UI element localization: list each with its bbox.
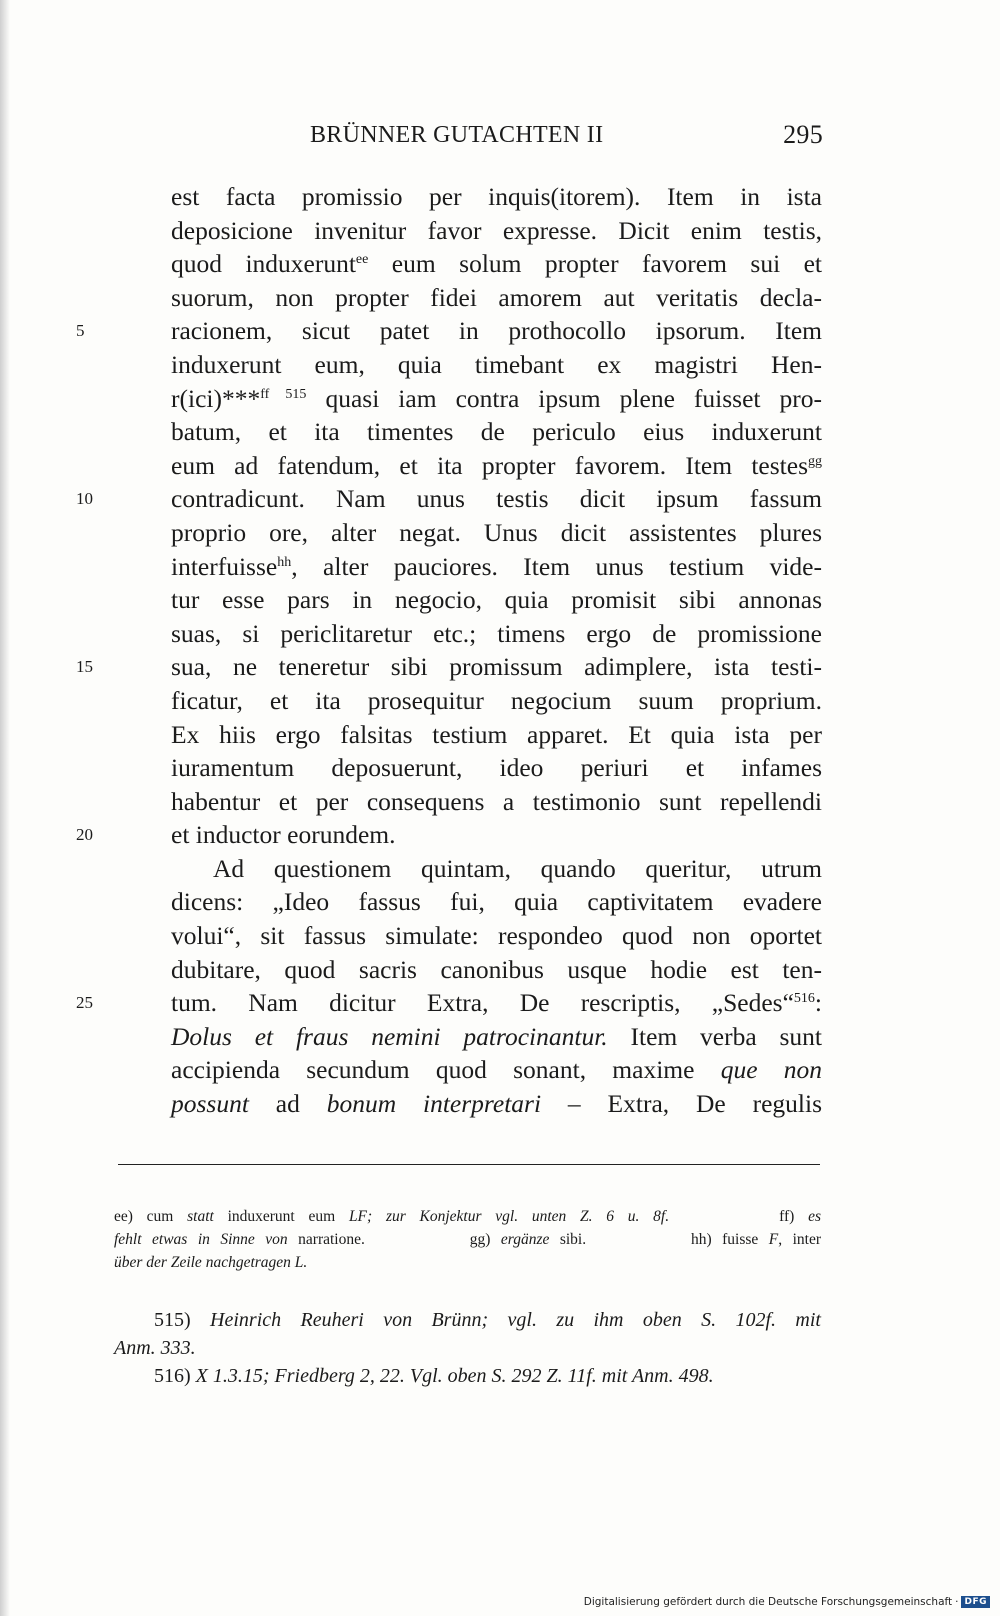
text-line	[76, 650, 822, 684]
text-run: ficatur, et ita prosequitur negocium suum proprium.	[171, 685, 822, 715]
footnote-marker: ee	[355, 252, 369, 268]
apparatus-line	[114, 1205, 821, 1228]
footnotes	[114, 1306, 821, 1390]
text-run: 515)	[154, 1309, 211, 1331]
text-run: eum solum propter favorem sui et	[368, 249, 822, 279]
text-run: LF; zur Konjektur vgl. unten Z. 6 u. 8f.	[348, 1208, 670, 1225]
text-run: dubitare, quod sacris canonibus usque hodie est ten-	[171, 954, 822, 984]
text-run: possunt	[171, 1089, 249, 1119]
line-number: 5	[76, 321, 85, 341]
text-run: 516)	[154, 1365, 196, 1387]
text-run: quasi iam contra ipsum plene fuisset pro-	[306, 383, 822, 413]
critical-apparatus	[114, 1205, 821, 1274]
text-run: , alter pauciores. Item unus testium vide-	[291, 551, 822, 581]
text-line	[171, 953, 822, 987]
text-run: quod induxerunt	[171, 249, 356, 279]
text-run: es	[808, 1208, 821, 1225]
text-line	[171, 449, 822, 483]
text-run: accipienda secundum quod sonant, maxime	[171, 1055, 721, 1085]
text-run: Ex hiis ergo falsitas testium apparet. Et quia ista per	[171, 719, 822, 749]
footnote-line	[114, 1306, 821, 1334]
text-run: ff)	[669, 1208, 809, 1225]
line-number: 10	[76, 489, 93, 509]
text-run: tur esse pars in negocio, quia promisit sibi annonas	[171, 585, 822, 615]
footnote-marker: 516	[793, 991, 815, 1007]
text-run: contradicunt. Nam unus testis dicit ipsum fassum	[171, 484, 822, 514]
footnote-marker: hh	[277, 554, 292, 570]
text-line	[76, 482, 822, 516]
text-line	[171, 885, 822, 919]
text-run: Heinrich Reuheri von Brünn; vgl. zu ihm oben S. 102f. mit	[210, 1309, 821, 1331]
main-text	[76, 180, 822, 1121]
text-line	[171, 415, 822, 449]
footnote-line	[114, 1362, 821, 1390]
text-run: induxerunt eum, quia timebant ex magistri Hen-	[171, 349, 822, 379]
text-run: statt	[187, 1208, 214, 1225]
text-line	[171, 382, 822, 416]
text-line	[171, 919, 822, 953]
apparatus-line	[114, 1251, 821, 1274]
text-line	[171, 550, 822, 584]
text-run: Anm. 333.	[114, 1337, 196, 1359]
text-run: batum, et ita timentes de periculo eius induxerunt	[171, 417, 822, 447]
footnote-marker: ff 515	[260, 386, 307, 402]
text-run: Ad questionem quintam, quando queritur, utrum	[213, 853, 822, 883]
text-line	[171, 583, 822, 617]
text-run: , inter	[778, 1231, 821, 1248]
page-number: 295	[783, 120, 823, 149]
text-run: interfuisse	[171, 551, 278, 581]
text-line	[171, 214, 822, 248]
text-line	[171, 1053, 822, 1087]
text-line	[171, 180, 822, 214]
running-head	[168, 118, 823, 152]
text-run: eum ad fatendum, et ita propter favorem. Item testes	[171, 450, 808, 480]
text-run: et inductor eorundem.	[171, 820, 396, 850]
text-line	[171, 617, 822, 651]
footnote-line	[114, 1334, 821, 1362]
text-run: suas, si periclitaretur etc.; timens ergo de promissione	[171, 618, 822, 648]
scan-edge	[0, 0, 10, 1616]
text-run: que non	[720, 1055, 822, 1085]
text-run: sibi. hh) fuisse	[549, 1231, 769, 1248]
text-line	[171, 785, 822, 819]
text-line	[171, 348, 822, 382]
text-run: ee) cum	[114, 1208, 188, 1225]
credit-text: Digitalisierung gefördert durch die Deutsche Forschungsgemeinschaft	[583, 1596, 953, 1608]
text-run: F	[768, 1231, 779, 1248]
text-run: narratione. gg)	[287, 1231, 501, 1248]
text-run: iuramentum deposuerunt, ideo periuri et infames	[171, 753, 822, 783]
text-line	[171, 751, 822, 785]
text-line	[76, 818, 822, 852]
text-run: habentur et per consequens a testimonio sunt repellendi	[171, 786, 822, 816]
text-line	[76, 314, 822, 348]
text-run: racionem, sicut patet in prothocollo ipsorum. Item	[171, 316, 822, 346]
text-run: dicens: „Ideo fassus fui, quia captivitatem evadere	[171, 887, 822, 917]
text-run: ergänze	[500, 1231, 550, 1248]
text-line	[76, 986, 822, 1020]
running-title: BRÜNNER GUTACHTEN II	[310, 122, 604, 148]
text-run: Dolus et fraus nemini patrocinantur.	[171, 1021, 608, 1051]
text-line	[171, 718, 822, 752]
footnote-divider	[118, 1164, 820, 1165]
text-run: suorum, non propter fidei amorem aut veritatis decla-	[171, 282, 822, 312]
text-run: r(ici)***	[171, 383, 261, 413]
text-run: bonum interpretari	[326, 1089, 542, 1119]
text-run: sua, ne teneretur sibi promissum adimplere, ista testi-	[171, 652, 822, 682]
text-run: ad	[248, 1089, 327, 1119]
text-run: volui“, sit fassus simulate: respondeo quod non oportet	[171, 921, 822, 951]
text-line	[171, 1020, 822, 1054]
text-line	[171, 516, 822, 550]
text-run: :	[814, 988, 822, 1018]
text-run: X 1.3.15; Friedberg 2, 22. Vgl. oben S. 292 Z. 11f. mit Anm. 498.	[195, 1365, 714, 1387]
dfg-logo: DFG	[961, 1596, 990, 1608]
text-line	[171, 281, 822, 315]
footnote-marker: gg	[808, 453, 822, 469]
text-run: Item verba sunt	[607, 1021, 822, 1051]
text-run: fehlt etwas in Sinne von	[114, 1231, 288, 1248]
line-number: 20	[76, 825, 93, 845]
text-run: deposicione invenitur favor expresse. Dicit enim testis,	[171, 215, 822, 245]
text-run: proprio ore, alter negat. Unus dicit assistentes plures	[171, 517, 822, 547]
text-line	[171, 247, 822, 281]
text-run: über der Zeile nachgetragen L.	[114, 1254, 308, 1271]
digitization-credit: Digitalisierung gefördert durch die Deutsche Forschungsgemeinschaft · DFG	[584, 1596, 990, 1608]
text-run: tum. Nam dicitur Extra, De rescriptis, „Sedes“	[171, 988, 794, 1018]
text-run: induxerunt eum	[213, 1208, 349, 1225]
text-run: est facta promissio per inquis(itorem). Item in ista	[171, 182, 822, 211]
text-run: – Extra, De regulis	[541, 1089, 822, 1119]
line-number: 25	[76, 993, 93, 1013]
text-line	[171, 852, 822, 886]
line-number: 15	[76, 657, 93, 677]
apparatus-line	[114, 1228, 821, 1251]
text-line	[171, 684, 822, 718]
text-line	[171, 1087, 822, 1121]
